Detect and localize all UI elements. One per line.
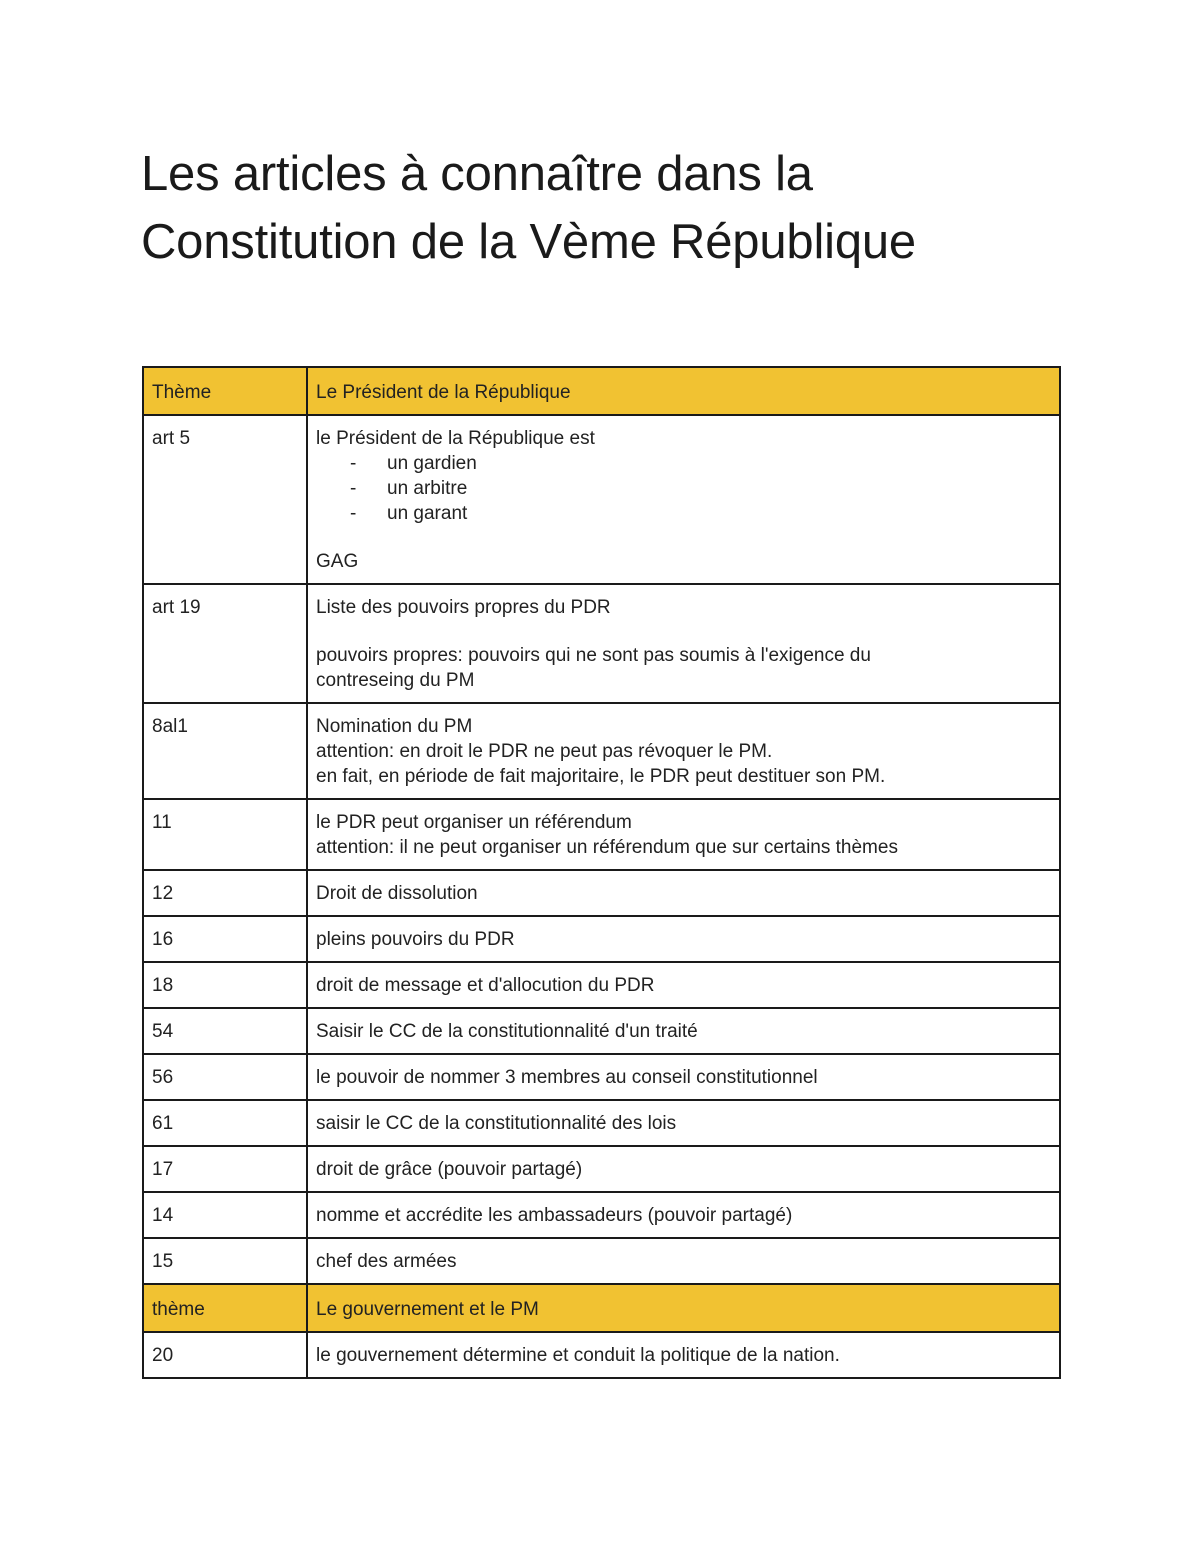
- page-title-line-2: Constitution de la Vème République: [141, 215, 916, 269]
- table-row: [143, 799, 1060, 870]
- article-description: le gouvernement détermine et conduit la politique de la nation.: [307, 1332, 1060, 1378]
- article-number: 61: [143, 1100, 307, 1146]
- theme-value: Le gouvernement et le PM: [307, 1284, 1060, 1332]
- description-line: en fait, en période de fait majoritaire, le PDR peut destituer son PM.: [316, 766, 886, 787]
- description-line: le Président de la République est: [316, 428, 595, 449]
- article-description: droit de message et d'allocution du PDR: [307, 962, 1060, 1008]
- page-title: [141, 140, 1041, 276]
- description-line: contreseing du PM: [316, 670, 475, 691]
- theme-label: thème: [143, 1284, 307, 1332]
- list-item: - un garant: [316, 501, 1051, 526]
- article-number: 18: [143, 962, 307, 1008]
- theme-row-president: [143, 367, 1060, 415]
- list-item: - un gardien: [316, 451, 1051, 476]
- spacer: [316, 620, 1051, 643]
- article-number: 54: [143, 1008, 307, 1054]
- table-row: [143, 1008, 1060, 1054]
- table-row: [143, 870, 1060, 916]
- table-row: [143, 703, 1060, 799]
- article-number: 11: [143, 799, 307, 870]
- article-description: pleins pouvoirs du PDR: [307, 916, 1060, 962]
- article-description: Saisir le CC de la constitutionnalité d'un traité: [307, 1008, 1060, 1054]
- table-row: [143, 1192, 1060, 1238]
- page-title-line-1: Les articles à connaître dans la: [141, 147, 813, 201]
- article-description: [307, 703, 1060, 799]
- article-number: art 19: [143, 584, 307, 703]
- article-number: 12: [143, 870, 307, 916]
- description-line: attention: en droit le PDR ne peut pas révoquer le PM.: [316, 741, 773, 762]
- article-description: saisir le CC de la constitutionnalité des lois: [307, 1100, 1060, 1146]
- description-note: GAG: [316, 551, 359, 572]
- article-description: [307, 584, 1060, 703]
- theme-row-gouvernement: [143, 1284, 1060, 1332]
- table-row: [143, 962, 1060, 1008]
- description-line: Nomination du PM: [316, 716, 473, 737]
- article-number: 56: [143, 1054, 307, 1100]
- table-row: [143, 1054, 1060, 1100]
- theme-value: Le Président de la République: [307, 367, 1060, 415]
- table-row: [143, 415, 1060, 584]
- article-number: 14: [143, 1192, 307, 1238]
- description-line: Liste des pouvoirs propres du PDR: [316, 597, 611, 618]
- article-description: droit de grâce (pouvoir partagé): [307, 1146, 1060, 1192]
- table-row: [143, 1238, 1060, 1284]
- article-description: nomme et accrédite les ambassadeurs (pouvoir partagé): [307, 1192, 1060, 1238]
- table-row: [143, 916, 1060, 962]
- article-number: art 5: [143, 415, 307, 584]
- list-item: - un arbitre: [316, 476, 1051, 501]
- table-row: [143, 584, 1060, 703]
- articles-table: [142, 366, 1061, 1379]
- article-number: 17: [143, 1146, 307, 1192]
- article-description: [307, 799, 1060, 870]
- dash-list: [316, 451, 1051, 526]
- theme-label: Thème: [143, 367, 307, 415]
- article-description: Droit de dissolution: [307, 870, 1060, 916]
- article-description: chef des armées: [307, 1238, 1060, 1284]
- article-number: 15: [143, 1238, 307, 1284]
- description-line: pouvoirs propres: pouvoirs qui ne sont pas soumis à l'exigence du: [316, 645, 871, 666]
- article-description: [307, 415, 1060, 584]
- article-number: 8al1: [143, 703, 307, 799]
- table-row: [143, 1100, 1060, 1146]
- article-number: 16: [143, 916, 307, 962]
- article-number: 20: [143, 1332, 307, 1378]
- article-description: le pouvoir de nommer 3 membres au conseil constitutionnel: [307, 1054, 1060, 1100]
- description-line: attention: il ne peut organiser un référendum que sur certains thèmes: [316, 837, 898, 858]
- spacer: [316, 526, 1051, 549]
- table-row: [143, 1146, 1060, 1192]
- description-line: le PDR peut organiser un référendum: [316, 812, 632, 833]
- table-row: [143, 1332, 1060, 1378]
